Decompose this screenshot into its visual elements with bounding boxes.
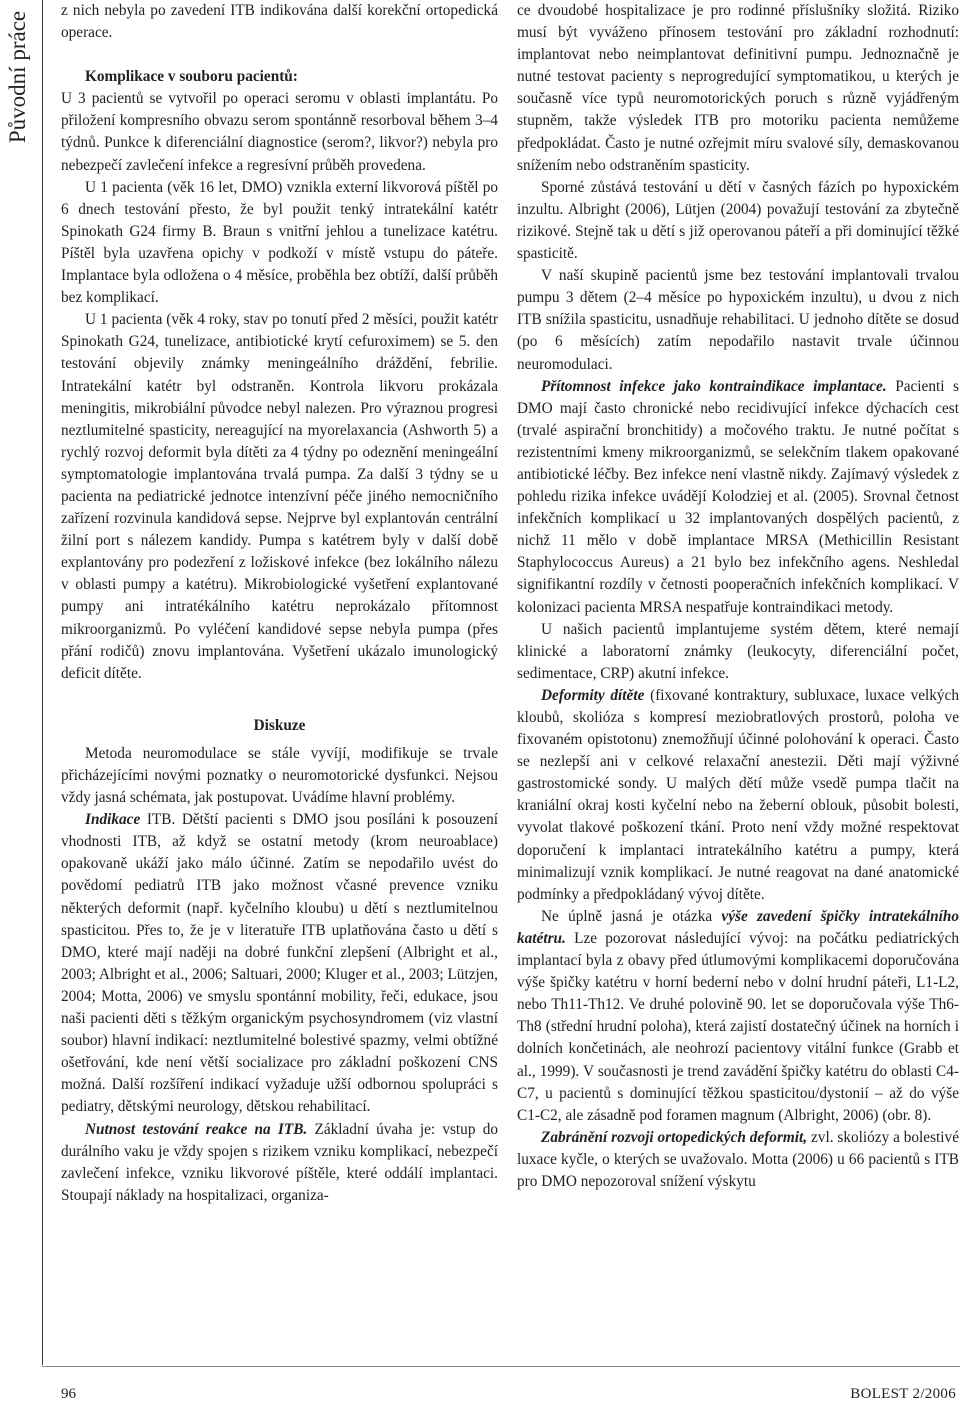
tip-title: výše zavedení špičky intratekálního katétru. [517, 907, 959, 947]
discussion-heading: Diskuze [253, 716, 306, 734]
right-column [517, 0, 959, 1193]
deformity-text: (fixované kontraktury, subluxace, luxace velkých kloubů, skolióza s kompresí meziobratlových prostorů, poloha ve fixovaném opistotonu) znemožňují účinné polohování k operaci. Často se nezlepší ani v celkové relaxační anestezii. Děti mají výživné gastrostomické sondy. U malých dětí může vsedě pumpa tlačit na kraniální okraj kosti kyčelní nebo na žeberní oblouk, působit bolesti, vyvolat tlakové poškození tkání. Proto není vždy možné respektovat doporučení k implantaci intratekálního katétru a pumpy, která minimalizují vznik komplikací. Je nutné reagovat na dané anatomické podmínky a předpokládaný vývoj dítěte. [517, 686, 959, 903]
prevention-text: zvl. skoliózy a bolestivé luxace kyčle, o kterých se uvažovalo. Motta (2006) u 66 pacientů s ITB pro DMO nepozoroval snížení výskytu [517, 1128, 959, 1190]
tip-intro: Ne úplně jasná je otázka [541, 907, 713, 925]
deformity-title: Deformity dítěte [541, 686, 645, 704]
paragraph-testing [61, 1119, 498, 1207]
paragraph-indications [61, 809, 498, 1118]
paragraph-prevention [517, 1127, 959, 1193]
paragraph-fistula: U 1 pacienta (věk 16 let, DMO) vznikla externí likvorová píštěl po 6 dnech testování přesto, že byl použit tenký intratekální katétr Spinokath G24 firmy B. Braun s vnitřní jehlou a tunelizace katétru. Píštěl byla uzavřena opichy v podkoží v místě vstupu do páteře. Implantace byla odložena o 4 měsíce, proběhla bez obtíží, další průběh bez komplikací. [61, 178, 498, 307]
paragraph-disputed: Sporné zůstává testování u dětí v časných fázích po hypoxickém inzultu. Albright (2006), Lütjen (2004) považují testování za zbytečně rizikové. Stejně tak u dětí s již operovanou páteří a při dominující těžké spasticitě. [517, 178, 959, 263]
tip-text: Lze pozorovat následující vývoj: na počátku pediatrických implantací byla z obavy před útlumovými komplikacemi doporučována výše špičky katétru v horní bederní nebo v dolní hrudní páteři, L1-L2, nebo Th11-Th12. Ve druhé polovině 90. let se doporučovala výše Th6-Th8 (střední hrudní poloha), která zajistí dostatečný účinek na horních i dolních končetinách, ale neohrozí pacientovy vitální funkce (Grabb et al., 1999). V současnosti je trend zavádění špičky katétru do oblasti C4-C7, u pacientů s dominující těžkou spasticitou/dystonií – až do výše C1-C2, ale zásadně pod foramen magnum (Albright, 2006) (obr. 8). [517, 929, 960, 1124]
paragraph-catheter-tip [517, 906, 959, 1127]
infection-text: Pacienti s DMO mají často chronické nebo recidivující infekce dýchacích cest (trvalé aspirační bronchitidy) a močového traktu. Je nutné počítat s rezistentními kmeny mikroorganizmů, se selekčním tlakem opakované antibiotické léčby. Bez infekce není vlastně nikdy. Zajímavý výsledek z pohledu rizika infekce uvádějí Kolodziej et al. (2005). Srovnal četnost infekčních komplikací u 32 implantovaných dospělých pacientů, z nichž 11 mělo v době implantace MRSA (Methicillin Resistant Staphylococcus Aureus) a 21 bylo bez infekčního agens. Neshledal signifikantní rozdíly v četnosti pooperačních infekčních komplikací. V kolonizaci pacienta MRSA nespatřuje kontraindikaci metody. [517, 377, 959, 616]
paragraph-group: V naší skupině pacientů jsme bez testování implantovali trvalou pumpu 3 dětem (2–4 měsíce po hypoxickém inzultu), u dvou z nich ITB snížila spasticitu, usnadňuje rehabilitaci. U jednoho dítěte se dosud (po 6 měsících) zatím nepodařilo nastavit trvale účinnou neuromodulaci. [517, 267, 959, 373]
testing-text: Základní úvaha je: vstup do durálního vaku je vždy spojen s rizikem vzniku komplikací, nebezpečí zavlečení infekce, vzniku likvorové píštěle, které oddálí implantaci. Stoupají náklady na hospitalizaci, organiza- [61, 1120, 498, 1204]
paragraph-seroma: U 3 pacientů se vytvořil po operaci seromu v oblasti implantátu. Po přiložení kompresního obvazu serom spontánně resorboval během 3–4 týdnů. Punkce k diferenciální diagnostice (serom?, likvor?) nebyla pro nebezpečí zavlečení infekce a regresívní průběh provedena. [61, 90, 498, 174]
infection-title: Přítomnost infekce jako kontraindikace implantace. [541, 377, 887, 395]
paragraph-infection [517, 376, 959, 619]
complications-heading: Komplikace v souboru pacientů: [85, 68, 298, 86]
paragraph-implant-system: U našich pacientů implantujeme systém dětem, které nemají klinické a laboratorní známky (leukocyty, diferenciální počet, sedimentace, CRP) akutní infekce. [517, 620, 959, 682]
paragraph-meningitis: U 1 pacienta (věk 4 roky, stav po tonutí před 2 měsíci, použit katétr Spinokath G24, tunelizace, antibiotické krytí cefuroximem) se 5. den testování objevily známky meningeálního dráždění, febrilie. Intratekální katétr byl odstraněn. Kontrola likvoru prokázala meningitis, mikrobiální původce nebyl nalezen. Pro výraznou progresi neztlumitelné spasticity, nereagující na myorelaxancia (Ashworth 5) a rychlý rozvoj deformit byla dítěti za 4 týdny po odeznění meningeální symptomatologie implantována trvalá pumpa. Za další 3 týdny se u pacienta na pediatrické jednotce intenzívní péče jiného nemocničního zařízení rozvinula kandidová sepse. Nejprve byl explantován centrální žilní port s nálezem kandidy. Pumpa s katétrem byly v další době explantovány pro podezření z ložiskové infekce (bez lokálního nálezu v oblasti pumpy a katétru). Mikrobiologické vyšetření explantované pumpy ani intratékálního katétru neprokázalo přítomnost mikroorganizmů. Po vyléčení kandidové sepse nebyla pumpa (přes přání rodičů) znovu implantována. Vyšetření ukázalo imunologický deficit dítěte. [61, 311, 498, 682]
footer-rule [42, 1366, 960, 1367]
left-column [61, 0, 498, 1207]
paragraph-continuation: ce dvoudobé hospitalizace je pro rodinné příslušníky složitá. Riziko musí být vyváženo přínosem testování pro základní rozhodnutí: implantovat nebo neimplantovat definitivní pumpu. Jednoznačně je nutné testovat pacienty s neprogredující symptomatikou, u kterých je současně více typů neuromotorických poruch s různě vyjádřeným stupněm, takže výsledek ITB pro motoriku pacienta nemůžeme předpokládat. Často je nutné ozřejmit míru svalové síly, demaskovanou snížením nebo odstraněním spasticity. [517, 2, 959, 174]
side-rule [42, 0, 43, 1365]
indications-title: Indikace [85, 811, 141, 829]
prevention-title: Zabránění rozvoji ortopedických deformit, [541, 1128, 808, 1146]
side-label: Původní práce [5, 10, 30, 144]
indications-text: ITB. Dětští pacienti s DMO jsou posíláni k posouzení vhodnosti ITB, až když se ostatní metody (krom neuroablace) opakovaně ukáží jako málo účinné. Zatím se nepodařilo uvést do povědomí pediatrů ITB jako možnost včasné prevence vzniku některých deformit (např. kyčelního kloubu) u dětí s neztlumitelnou spasticitou. Přes to, že je v literatuře ITB uplatňována často u dětí s DMO, které mají naději na dobré funkční zlepšení (Albright et al., 2003; Albright et al., 2006; Saltuari, 2000; Kluger et al., 2003; Lützjen, 2004; Motta, 2006) ve smyslu spontánní mobility, řeči, edukace, jsou naši pacienti děti s těžkým organickým psychosyndromem (viz vlastní soubor) hlavní indikací: neztlumitelné bolestivé spazmy, velmi obtížné ošetřování, kde není větší socializace pro základní poškození CNS možná. Další rozšíření indikací vyžaduje užší odbornou spolupráci s pediatry, dětskými neurology, dětskou rehabilitací. [61, 811, 498, 1116]
journal-issue: BOLEST 2/2006 [850, 1386, 956, 1402]
intro-continuation: z nich nebyla po zavedení ITB indikována další korekční ortopedická operace. [61, 2, 498, 42]
page-number: 96 [61, 1386, 76, 1402]
paragraph-deformity [517, 685, 959, 906]
paragraph-discussion: Metoda neuromodulace se stále vyvíjí, modifikuje se trvale přicházejícími novými poznatky o neuromotorické dysfunkci. Nejsou vždy jasná schémata, jak postupovat. Uvádíme hlavní problémy. [61, 744, 498, 807]
testing-title: Nutnost testování reakce na ITB. [85, 1120, 308, 1138]
